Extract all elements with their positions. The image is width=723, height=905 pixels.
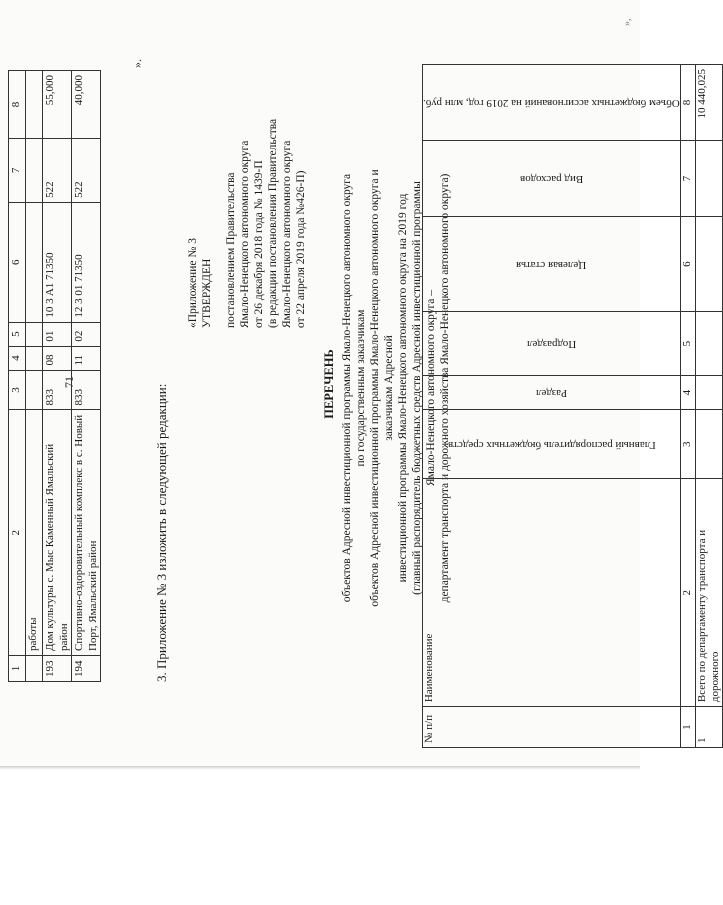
cell: 55,000 bbox=[43, 71, 72, 139]
cell: 08 bbox=[43, 346, 72, 370]
cell: Дом культуры с. Мыс Каменный Ямальский район bbox=[43, 410, 72, 656]
cell: 193 bbox=[43, 656, 72, 682]
section-heading: 3. Приложение № 3 изложить в следующей редакции: bbox=[154, 383, 169, 682]
approval-line: УТВЕРЖДЕН bbox=[201, 258, 213, 328]
approval-stamp bbox=[186, 68, 308, 328]
cell: 833 bbox=[72, 370, 101, 410]
cell: Спортивно-оздоровительный комплекс в с. Новый Порт, Ямальский район bbox=[72, 410, 101, 656]
header-cell: Наименование bbox=[423, 479, 681, 707]
approval-line: (в редакции постановления Правительства bbox=[267, 118, 279, 328]
header-cell bbox=[423, 312, 681, 376]
cell: 7 bbox=[680, 140, 695, 216]
cell bbox=[26, 322, 43, 346]
cell: 01 bbox=[43, 322, 72, 346]
description-line: объектов Адресной инвестиционной программы Ямало-Ненецкого автономного округа и заказчикам Адресной bbox=[369, 169, 395, 607]
approval-line: от 26 декабря 2018 года № 1439-П bbox=[253, 160, 265, 328]
table-row bbox=[695, 65, 722, 748]
cell: 4 bbox=[9, 346, 26, 370]
header-cell bbox=[423, 376, 681, 410]
cell: 1 bbox=[9, 656, 26, 682]
cell bbox=[26, 71, 43, 139]
document-title: ПЕРЕЧЕНЬ bbox=[322, 349, 336, 419]
cell: 11 bbox=[72, 346, 101, 370]
header-cell bbox=[423, 410, 681, 479]
approval-line: Ямало-Ненецкого автономного округа bbox=[281, 140, 293, 328]
corner-mark: », bbox=[622, 18, 633, 26]
cell: Всего по департаменту транспорта и дорожного bbox=[695, 479, 722, 707]
cell: 10 440,025 bbox=[695, 65, 722, 141]
cell: 522 bbox=[72, 138, 101, 202]
cell: 833 bbox=[43, 370, 72, 410]
cell: 1 bbox=[680, 707, 695, 748]
description-line: объектов Адресной инвестиционной программы Ямало-Ненецкого автономного округа по государственным заказчикам bbox=[341, 173, 367, 603]
cell: 3 bbox=[9, 370, 26, 410]
cell bbox=[695, 312, 722, 376]
header-cell: № п/п bbox=[423, 707, 681, 748]
header-text: Подраздел bbox=[526, 338, 576, 351]
main-table bbox=[422, 64, 723, 748]
cell: работы bbox=[26, 410, 43, 656]
approval-line: постановлением Правительства bbox=[225, 172, 237, 328]
table-number-row bbox=[680, 65, 695, 748]
cell: 8 bbox=[680, 65, 695, 141]
header-text: Вид расходов bbox=[519, 172, 584, 185]
cell: 10 3 A1 71350 bbox=[43, 202, 72, 322]
table-row bbox=[26, 71, 43, 682]
cell: 4 bbox=[680, 376, 695, 410]
cell bbox=[695, 216, 722, 311]
blank-area bbox=[0, 769, 640, 905]
cell: 6 bbox=[9, 202, 26, 322]
cell: 12 3 01 71350 bbox=[72, 202, 101, 322]
approval-line: Ямало-Ненецкого автономного округа bbox=[239, 140, 251, 328]
cell bbox=[695, 376, 722, 410]
cell bbox=[26, 138, 43, 202]
cell: 2 bbox=[680, 479, 695, 707]
cell: 8 bbox=[9, 71, 26, 139]
cell: 2 bbox=[9, 410, 26, 656]
header-cell bbox=[423, 140, 681, 216]
table-header-row bbox=[423, 65, 681, 748]
cell: 6 bbox=[680, 216, 695, 311]
cell: 02 bbox=[72, 322, 101, 346]
approval-line: «Приложение № 3 bbox=[187, 238, 199, 328]
table-number-row bbox=[9, 71, 26, 682]
page-number: 71 bbox=[62, 376, 76, 388]
cell bbox=[695, 140, 722, 216]
header-text: Главный распорядитель бюджетных средств bbox=[447, 438, 656, 451]
cell: 3 bbox=[680, 410, 695, 479]
cell bbox=[26, 656, 43, 682]
cell bbox=[26, 370, 43, 410]
cell bbox=[26, 202, 43, 322]
cell: 40,000 bbox=[72, 71, 101, 139]
header-cell bbox=[423, 65, 681, 141]
header-text: Раздел bbox=[535, 387, 567, 400]
approval-line: от 22 апреля 2019 года №426-П) bbox=[295, 170, 307, 328]
cell bbox=[26, 346, 43, 370]
table-row bbox=[72, 71, 101, 682]
cell: 5 bbox=[9, 322, 26, 346]
cell: 1 bbox=[695, 707, 722, 748]
header-text: Целевая статья bbox=[516, 258, 587, 271]
header-cell bbox=[423, 216, 681, 311]
approval-block bbox=[224, 68, 308, 328]
table-row bbox=[43, 71, 72, 682]
cell: 522 bbox=[43, 138, 72, 202]
closing-quote: ». bbox=[130, 59, 144, 68]
cell: 7 bbox=[9, 138, 26, 202]
cell: 5 bbox=[680, 312, 695, 376]
header-text: Объем бюджетных ассигнований на 2019 год, млн руб. bbox=[423, 96, 680, 109]
continued-table bbox=[8, 70, 101, 682]
description-line: инвестиционной программы Ямало-Ненецкого автономного округа на 2019 год bbox=[397, 193, 409, 583]
description-line: департамент транспорта и дорожного хозяйства Ямало-Ненецкого автономного округа) bbox=[439, 173, 451, 603]
cell: 194 bbox=[72, 656, 101, 682]
cell bbox=[695, 410, 722, 479]
description-line: (главный распорядитель бюджетных средств Адресной инвестиционной программы Ямало-Ненецкого автономного округа – bbox=[411, 181, 437, 595]
